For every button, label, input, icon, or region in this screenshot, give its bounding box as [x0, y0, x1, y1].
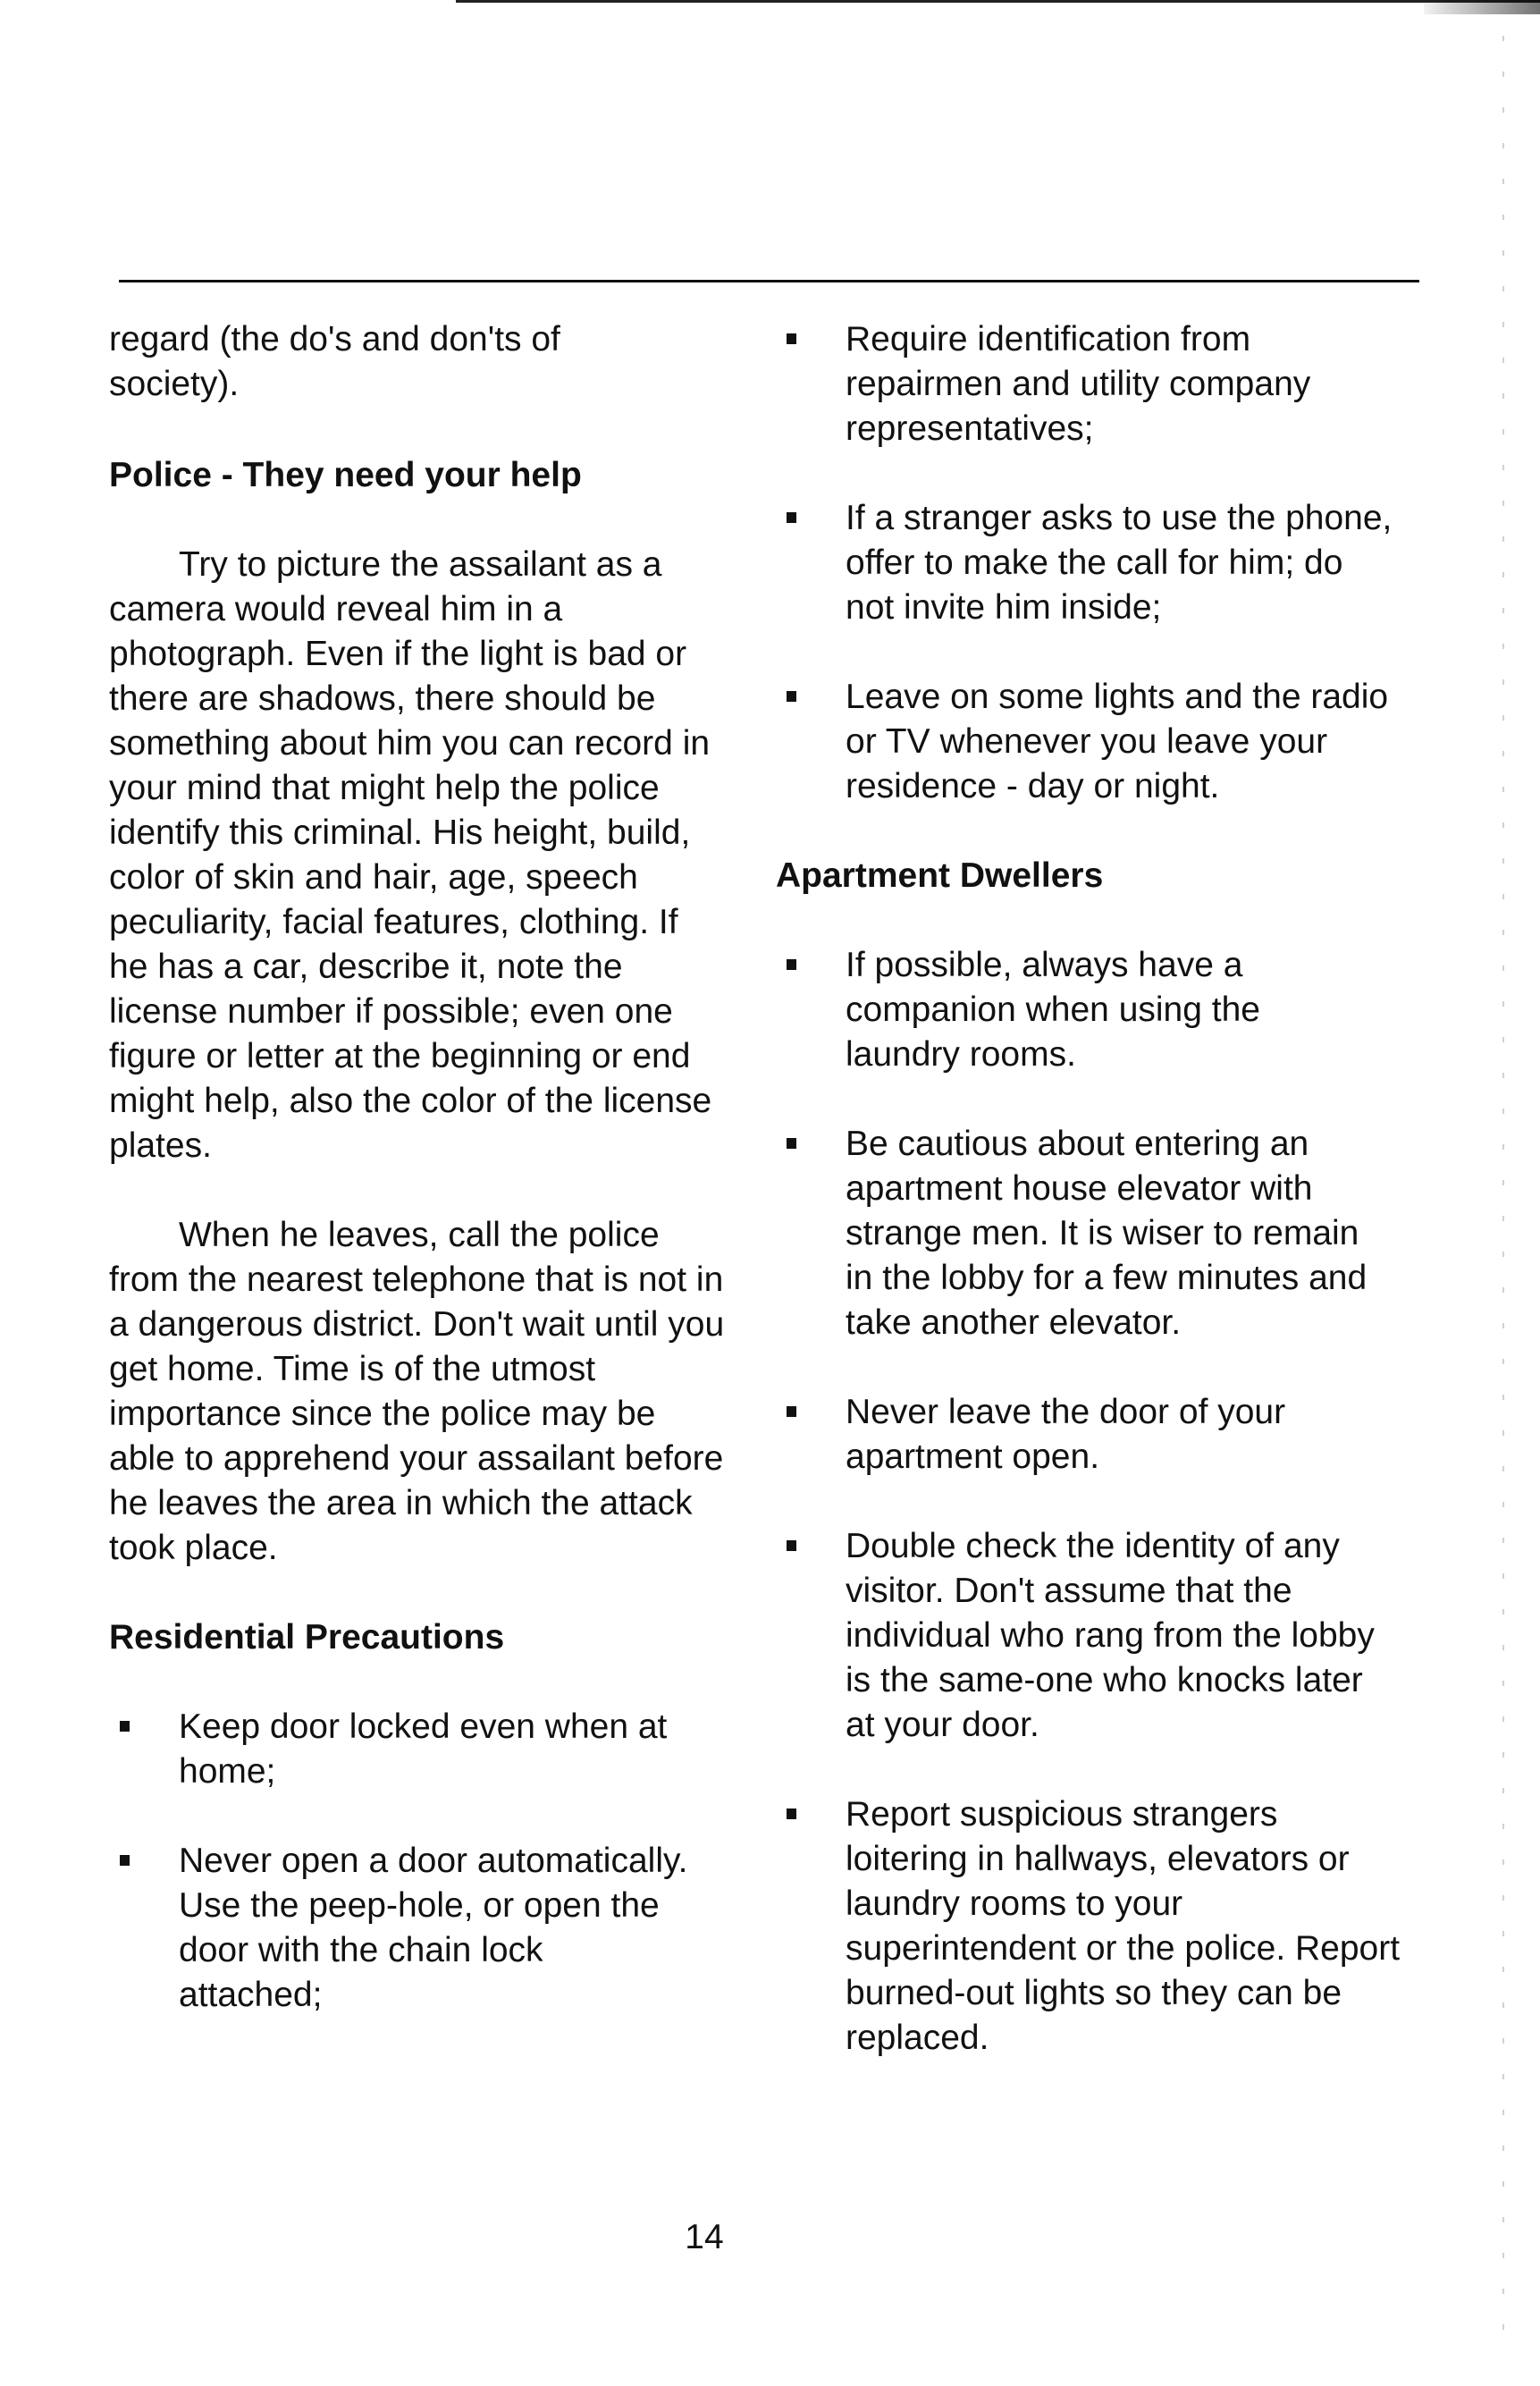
page-number: 14: [685, 2218, 724, 2256]
residential-heading: Residential Precautions: [109, 1618, 505, 1657]
bullet-marker: [787, 691, 796, 702]
list-item-text: If a stranger asks to use the phone, offer to make the call for him; do not invite him inside;: [846, 499, 1393, 627]
list-item-text: Never leave the door of your apartment open.: [846, 1393, 1286, 1476]
bullet-marker: [787, 333, 796, 344]
bullet-marker: [787, 1406, 796, 1417]
bullet-marker: [120, 1855, 130, 1866]
list-item: [776, 1792, 1409, 2061]
apartment-heading: Apartment Dwellers: [776, 856, 1104, 895]
bullet-marker: [787, 1540, 796, 1551]
bullet-marker: [787, 1808, 796, 1819]
bullet-marker: [787, 959, 796, 970]
list-item-text: Be cautious about entering an apartment house elevator with strange men. It is wiser to remain in the lobby for a few minutes and take another elevator.: [846, 1125, 1367, 1342]
list-item: [776, 943, 1373, 1077]
list-item: [776, 1390, 1391, 1480]
bullet-marker: [787, 512, 796, 523]
bullet-marker: [120, 1721, 130, 1732]
police-heading: Police - They need your help: [109, 456, 582, 494]
police-paragraph-2: When he leaves, call the police from the nearest telephone that is not in a dangerous district. Don't wait until you get home. Time is of the utmost importance since the police may be able to apprehend your assailant before he leaves the area in which the attack took place.: [109, 1216, 725, 1567]
scan-corner-shadow: [1424, 0, 1540, 14]
bullet-marker: [787, 1138, 796, 1149]
list-item-text: Never open a door automatically. Use the peep-hole, or open the door with the chain lock attached;: [179, 1842, 688, 2014]
list-item: [776, 1122, 1391, 1345]
left-column: [109, 317, 735, 2018]
header-rule: [119, 280, 1419, 282]
list-item: [109, 1705, 735, 1794]
list-item-text: If possible, always have a companion when using the laundry rooms.: [846, 946, 1260, 1074]
list-item: [776, 317, 1400, 451]
list-item: [776, 1524, 1400, 1748]
list-item: [109, 1839, 690, 2018]
scan-edge-right: [1502, 36, 1504, 2351]
scan-edge-top: [456, 0, 1540, 3]
list-item-text: Double check the identity of any visitor. Don't assume that the individual who rang from the lobby is the same-one who knocks later at your door.: [846, 1527, 1375, 1744]
right-column: [776, 317, 1419, 2061]
list-item-text: Keep door locked even when at home;: [179, 1707, 668, 1791]
list-item-text: Leave on some lights and the radio or TV whenever you leave your residence - day or night.: [846, 678, 1389, 805]
list-item-text: Require identification from repairmen and utility company representatives;: [846, 320, 1311, 448]
list-item: [776, 496, 1400, 630]
police-paragraph-1: Try to picture the assailant as a camera would reveal him in a photograph. Even if the light is bad or there are shadows, there should be something about him you can record in your mind that might help the police identify this criminal. His height, build, color of skin and hair, age, speech peculiarity, facial features, clothing. If he has a car, describe it, note the license number if possible; even one figure or letter at the beginning or end might help, also the color of the license plates.: [109, 545, 712, 1165]
continuation-text: regard (the do's and don'ts of society).: [109, 320, 560, 403]
list-item-text: Report suspicious strangers loitering in hallways, elevators or laundry rooms to your superintendent or the police. Report burned-out lights so they can be replaced.: [846, 1795, 1401, 2057]
list-item: [776, 675, 1400, 809]
